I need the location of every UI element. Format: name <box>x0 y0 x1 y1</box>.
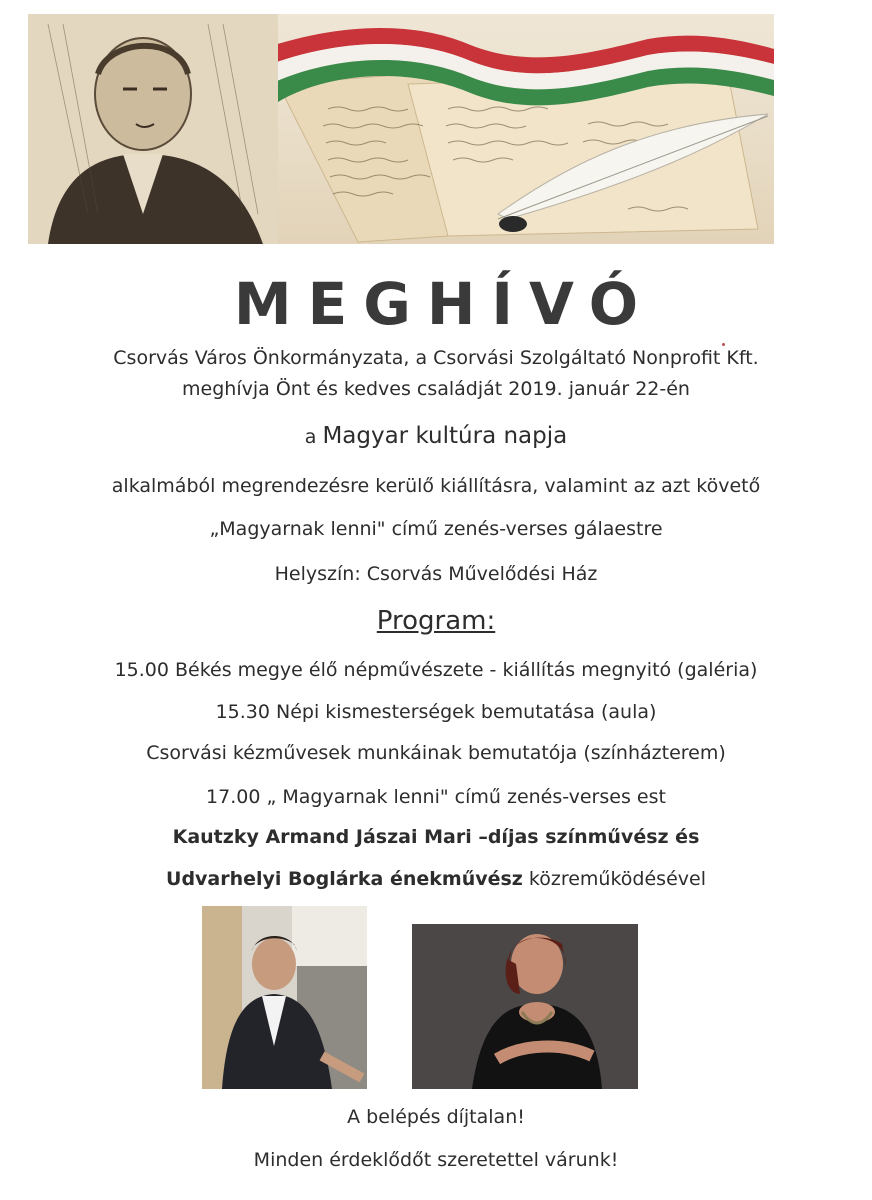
entry-note: A belépés díjtalan! <box>347 1106 525 1128</box>
invitation-line-4: „Magyarnak lenni" című zenés-verses gálaestre <box>209 518 663 540</box>
performer-2-name: Udvarhelyi Boglárka énekművész <box>166 868 523 890</box>
occasion-line <box>0 423 872 449</box>
invitation-line-2: meghívja Önt és kedves családját 2019. január 22-én <box>182 378 690 400</box>
program-item: Csorvási kézművesek munkáinak bemutatója (színházterem) <box>146 742 726 764</box>
performer-2-suffix: közreműködésével <box>522 868 706 890</box>
header-banner-image <box>28 14 774 244</box>
invitation-line-3: alkalmából megrendezésre kerülő kiállításra, valamint az azt követő <box>111 475 761 497</box>
page-title: MEGHÍVÓ <box>233 270 655 338</box>
performer-line-1 <box>0 826 872 848</box>
performer-1-name: Kautzky Armand Jászai Mari –díjas színművész és <box>172 826 700 848</box>
invitation-line-1: Csorvás Város Önkormányzata, a Csorvási Szolgáltató Nonprofit Kft. <box>113 347 759 369</box>
performer-1-photo <box>202 906 367 1089</box>
program-heading: Program: <box>376 606 496 636</box>
occasion-prefix: a <box>304 426 317 448</box>
occasion-name: Magyar kultúra napja <box>322 423 568 449</box>
print-speck <box>722 343 725 346</box>
performer-line-2 <box>0 868 872 890</box>
performer-2-photo <box>412 924 638 1089</box>
program-item: 15.00 Békés megye élő népművészete - kiállítás megnyitó (galéria) <box>114 659 758 681</box>
program-item: 17.00 „ Magyarnak lenni" című zenés-verses est <box>206 786 666 808</box>
venue-line: Helyszín: Csorvás Művelődési Ház <box>274 563 598 585</box>
program-item: 15.30 Népi kismesterségek bemutatása (aula) <box>215 701 657 723</box>
welcome-note: Minden érdeklődőt szeretettel várunk! <box>253 1149 619 1171</box>
